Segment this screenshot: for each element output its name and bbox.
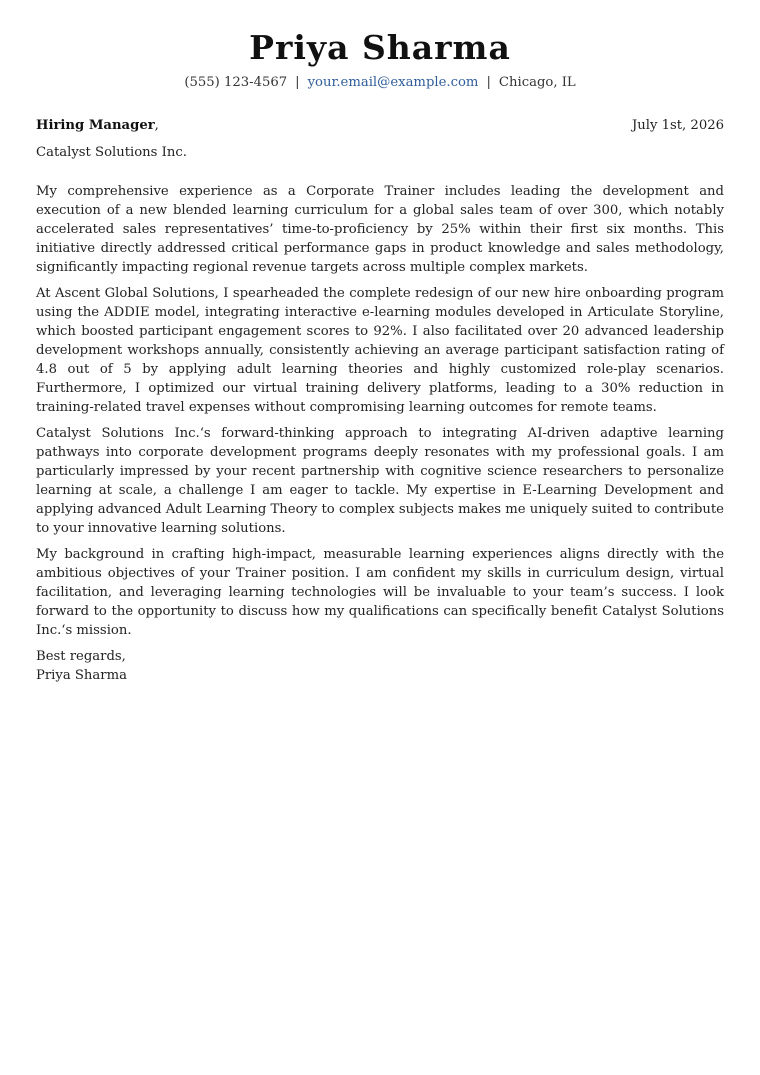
applicant-name: Priya Sharma — [249, 28, 511, 67]
phone-number: (555) 123-4567 — [184, 75, 288, 90]
body-paragraph: My comprehensive experience as a Corporate Trainer includes leading the development and execution of a new blended learning curriculum for a global sales team of over 300, which notably accelerated sales representatives’ time-to-proficiency by 25% within their first six months. This initiative directly addressed critical performance gaps in product knowledge and sales methodology, significantly impacting regional revenue targets across multiple complex markets. — [36, 184, 724, 275]
recipient-name: Hiring Manager — [36, 118, 155, 133]
salutation — [36, 116, 159, 135]
email-link[interactable]: your.email@example.com — [307, 75, 479, 90]
recipient-suffix: , — [154, 118, 159, 133]
salutation-date-row — [36, 116, 724, 135]
contact-line — [36, 74, 724, 92]
letter-closing — [36, 647, 724, 685]
body-paragraph: Catalyst Solutions Inc.‘s forward-thinking approach to integrating AI-driven adaptive learning pathways into corporate development programs deeply resonates with my professional goals. I am particularly impressed by your recent partnership with cognitive science researchers to personalize learning at scale, a challenge I am eager to tackle. My expertise in E-Learning Development and applying advanced Adult Learning Theory to complex subjects makes me uniquely suited to contribute to your innovative learning solutions. — [36, 426, 724, 536]
body-paragraph: My background in crafting high-impact, measurable learning experiences aligns directly with the ambitious objectives of your Trainer position. I am confident my skills in curriculum design, virtual facilitation, and leveraging learning technologies will be invaluable to your team’s success. I look forward to the opportunity to discuss how my qualifications can specifically benefit Catalyst Solutions Inc.‘s mission. — [36, 547, 724, 638]
contact-separator: | — [486, 75, 491, 90]
letter-body — [36, 182, 724, 640]
location: Chicago, IL — [498, 75, 576, 90]
closing-phrase: Best regards, — [36, 649, 126, 664]
signature-name: Priya Sharma — [36, 668, 127, 683]
contact-separator: | — [295, 75, 300, 90]
letter-header — [36, 26, 724, 92]
letter-date: July 1st, 2026 — [631, 118, 724, 133]
body-paragraph: At Ascent Global Solutions, I spearheaded the complete redesign of our new hire onboarding program using the ADDIE model, integrating interactive e-learning modules developed in Articulate Storyline, which boosted participant engagement scores to 92%. I also facilitated over 20 advanced leadership development workshops annually, consistently achieving an average participant satisfaction rating of 4.8 out of 5 by applying adult learning theories and highly customized role-play scenarios. Furthermore, I optimized our virtual training delivery platforms, leading to a 30% reduction in training-related travel expenses without compromising learning outcomes for remote teams. — [36, 286, 724, 415]
recipient-company: Catalyst Solutions Inc. — [36, 145, 187, 160]
